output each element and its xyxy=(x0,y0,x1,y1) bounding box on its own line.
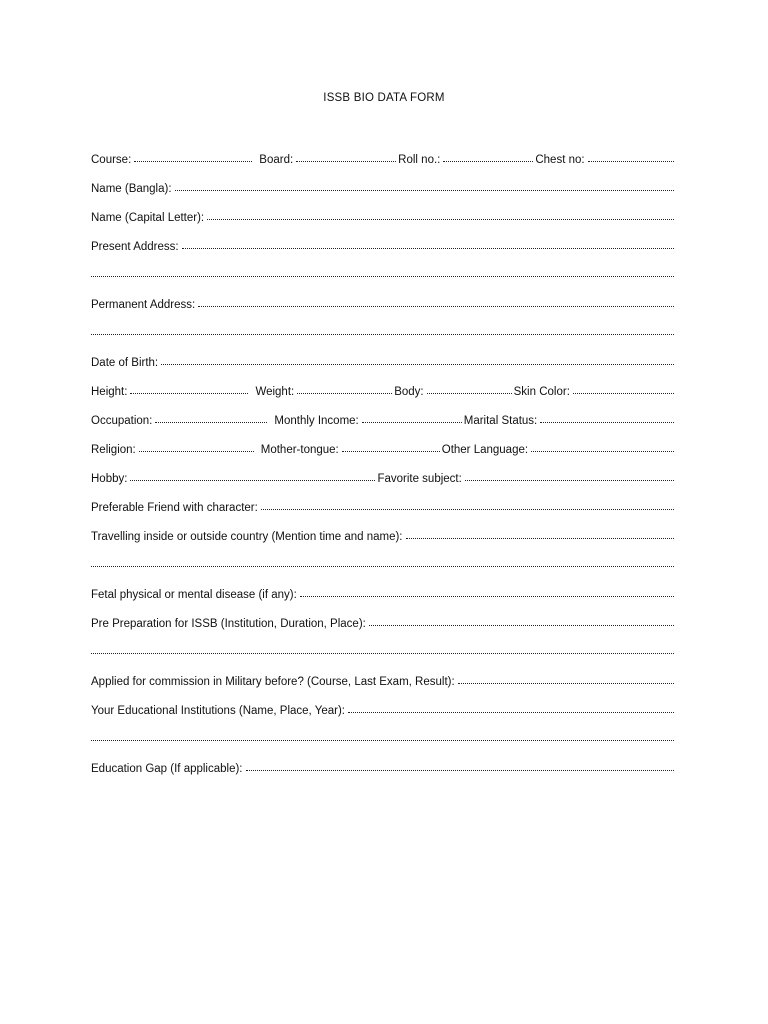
field-preferable-friend xyxy=(91,498,676,518)
education-gap-label: Education Gap (If applicable): xyxy=(91,763,243,775)
field-weight xyxy=(255,382,394,402)
roll-no-entry-line[interactable] xyxy=(443,151,533,163)
skin-color-entry-line[interactable] xyxy=(573,383,674,395)
field-permanent-address xyxy=(91,295,676,315)
skin-color-label: Skin Color: xyxy=(513,386,570,398)
field-date-of-birth xyxy=(91,353,676,373)
educational-institutions-label: Your Educational Institutions (Name, Place, Year): xyxy=(91,705,345,717)
field-favorite-subject xyxy=(377,469,676,489)
row-date-of-birth xyxy=(91,353,676,382)
permanent-address-label: Permanent Address: xyxy=(91,299,196,311)
field-name-capital xyxy=(91,208,676,228)
occupation-entry-line[interactable] xyxy=(155,412,267,424)
present-address-entry-line-2[interactable] xyxy=(91,266,674,278)
body-label: Body: xyxy=(394,386,424,398)
row-educational-institutions xyxy=(91,701,676,730)
field-course xyxy=(91,150,254,170)
roll-no-label: Roll no.: xyxy=(398,154,441,166)
mother-tongue-label: Mother-tongue: xyxy=(260,444,339,456)
preferable-friend-entry-line[interactable] xyxy=(261,499,674,511)
row-pre-preparation-continued xyxy=(91,643,676,672)
row-travelling-continued xyxy=(91,556,676,585)
field-other-language xyxy=(442,440,676,460)
religion-label: Religion: xyxy=(91,444,136,456)
height-label: Height: xyxy=(91,386,128,398)
field-skin-color xyxy=(514,382,676,402)
row-education-gap xyxy=(91,759,676,788)
board-entry-line[interactable] xyxy=(296,151,396,163)
row-educational-institutions-continued xyxy=(91,730,676,759)
name-capital-label: Name (Capital Letter): xyxy=(91,212,205,224)
row-travelling xyxy=(91,527,676,556)
row-applied-commission xyxy=(91,672,676,701)
field-present-address xyxy=(91,237,676,257)
field-monthly-income xyxy=(274,411,463,431)
row-preferable-friend xyxy=(91,498,676,527)
form-title: ISSB BIO DATA FORM xyxy=(323,92,445,104)
occupation-label: Occupation: xyxy=(91,415,153,427)
chest-no-label: Chest no: xyxy=(535,154,585,166)
field-chest-no xyxy=(535,150,676,170)
field-religion xyxy=(91,440,256,460)
present-address-label: Present Address: xyxy=(91,241,179,253)
row-fetal-disease xyxy=(91,585,676,614)
marital-status-label: Marital Status: xyxy=(463,415,538,427)
row-hobby-favorite-subject xyxy=(91,469,676,498)
field-travelling-continued xyxy=(91,556,676,568)
field-permanent-address-continued xyxy=(91,324,676,336)
field-roll-no xyxy=(398,150,535,170)
educational-institutions-entry-line-2[interactable] xyxy=(91,730,674,742)
field-body xyxy=(394,382,513,402)
row-height-weight-body-skin xyxy=(91,382,676,411)
present-address-entry-line[interactable] xyxy=(182,238,674,250)
course-entry-line[interactable] xyxy=(134,151,252,163)
board-label: Board: xyxy=(259,154,294,166)
row-name-bangla xyxy=(91,179,676,208)
mother-tongue-entry-line[interactable] xyxy=(342,441,440,453)
travelling-label: Travelling inside or outside country (Mention time and name): xyxy=(91,531,403,543)
favorite-subject-entry-line[interactable] xyxy=(465,470,674,482)
name-capital-entry-line[interactable] xyxy=(207,209,674,221)
height-entry-line[interactable] xyxy=(130,383,248,395)
weight-entry-line[interactable] xyxy=(297,383,392,395)
row-present-address-continued xyxy=(91,266,676,295)
other-language-entry-line[interactable] xyxy=(531,441,674,453)
religion-entry-line[interactable] xyxy=(139,441,254,453)
weight-label: Weight: xyxy=(255,386,295,398)
fetal-disease-label: Fetal physical or mental disease (if any): xyxy=(91,589,297,601)
favorite-subject-label: Favorite subject: xyxy=(377,473,462,485)
travelling-entry-line-2[interactable] xyxy=(91,556,674,568)
applied-commission-entry-line[interactable] xyxy=(458,673,674,685)
field-occupation xyxy=(91,411,269,431)
field-height xyxy=(91,382,250,402)
row-religion-tongue-language xyxy=(91,440,676,469)
field-marital-status xyxy=(464,411,676,431)
field-travelling xyxy=(91,527,676,547)
marital-status-entry-line[interactable] xyxy=(540,412,674,424)
permanent-address-entry-line-2[interactable] xyxy=(91,324,674,336)
pre-preparation-label: Pre Preparation for ISSB (Institution, Duration, Place): xyxy=(91,618,366,630)
applied-commission-label: Applied for commission in Military before? (Course, Last Exam, Result): xyxy=(91,676,455,688)
field-present-address-continued xyxy=(91,266,676,278)
course-label: Course: xyxy=(91,154,132,166)
education-gap-entry-line[interactable] xyxy=(246,760,674,772)
date-of-birth-label: Date of Birth: xyxy=(91,357,159,369)
name-bangla-label: Name (Bangla): xyxy=(91,183,172,195)
hobby-label: Hobby: xyxy=(91,473,128,485)
row-permanent-address xyxy=(91,295,676,324)
fetal-disease-entry-line[interactable] xyxy=(300,586,674,598)
field-applied-commission xyxy=(91,672,676,692)
row-name-capital xyxy=(91,208,676,237)
row-pre-preparation xyxy=(91,614,676,643)
field-hobby xyxy=(91,469,377,489)
row-present-address xyxy=(91,237,676,266)
hobby-entry-line[interactable] xyxy=(130,470,375,482)
field-education-gap xyxy=(91,759,676,779)
travelling-entry-line[interactable] xyxy=(406,528,675,540)
pre-preparation-entry-line[interactable] xyxy=(369,615,674,627)
field-name-bangla xyxy=(91,179,676,199)
row-permanent-address-continued xyxy=(91,324,676,353)
preferable-friend-label: Preferable Friend with character: xyxy=(91,502,258,514)
name-bangla-entry-line[interactable] xyxy=(175,180,674,192)
body-entry-line[interactable] xyxy=(427,383,512,395)
chest-no-entry-line[interactable] xyxy=(588,151,674,163)
field-board xyxy=(259,150,398,170)
field-fetal-disease xyxy=(91,585,676,605)
field-educational-institutions-continued xyxy=(91,730,676,742)
field-pre-preparation xyxy=(91,614,676,634)
bio-data-form xyxy=(91,150,676,788)
row-course-board-roll-chest xyxy=(91,150,676,179)
field-educational-institutions xyxy=(91,701,676,721)
field-mother-tongue xyxy=(261,440,442,460)
pre-preparation-entry-line-2[interactable] xyxy=(91,643,674,655)
educational-institutions-entry-line[interactable] xyxy=(348,702,674,714)
field-pre-preparation-continued xyxy=(91,643,676,655)
date-of-birth-entry-line[interactable] xyxy=(161,354,674,366)
monthly-income-label: Monthly Income: xyxy=(274,415,359,427)
row-occupation-income-marital xyxy=(91,411,676,440)
monthly-income-entry-line[interactable] xyxy=(362,412,462,424)
other-language-label: Other Language: xyxy=(441,444,529,456)
permanent-address-entry-line[interactable] xyxy=(198,296,674,308)
